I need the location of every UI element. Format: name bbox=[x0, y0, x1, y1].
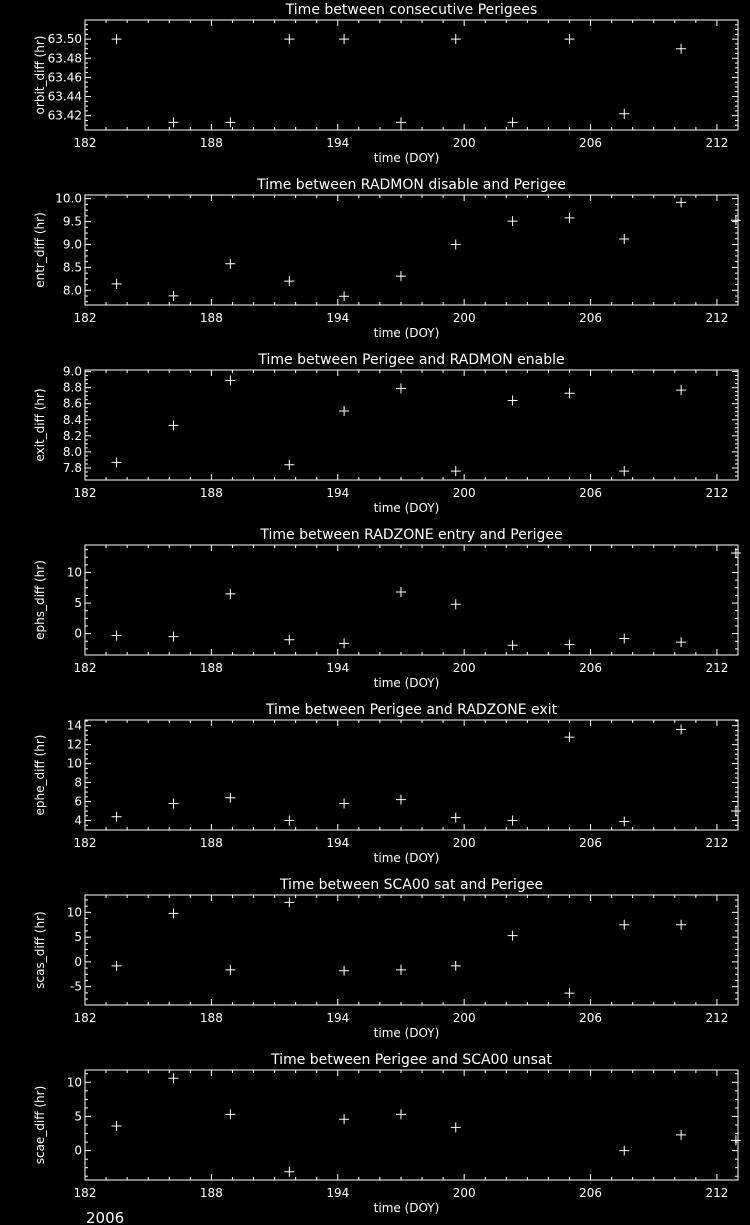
data-point bbox=[676, 1130, 686, 1140]
chart-panel-4 bbox=[33, 527, 741, 690]
data-point bbox=[112, 630, 122, 640]
data-point bbox=[396, 587, 406, 597]
x-axis-label: time (DOY) bbox=[373, 326, 440, 340]
x-tick-label: 212 bbox=[705, 661, 729, 675]
data-point bbox=[564, 388, 574, 398]
x-tick-label: 200 bbox=[452, 486, 476, 500]
y-tick-label: 8.6 bbox=[62, 396, 82, 411]
chart-panel-1 bbox=[33, 2, 738, 165]
year-label: 2006 bbox=[86, 1209, 125, 1225]
y-tick-label: 9.0 bbox=[62, 237, 82, 252]
data-point bbox=[396, 1109, 406, 1119]
data-point bbox=[451, 240, 461, 250]
x-tick-label: 182 bbox=[73, 1011, 97, 1025]
y-axis-label: orbit_diff (hr) bbox=[33, 35, 47, 115]
data-point bbox=[339, 798, 349, 808]
data-point bbox=[676, 44, 686, 54]
x-tick-label: 194 bbox=[326, 836, 350, 850]
data-point bbox=[396, 383, 406, 393]
data-point bbox=[225, 793, 235, 803]
data-point bbox=[451, 813, 461, 823]
x-tick-label: 200 bbox=[452, 311, 476, 325]
data-point bbox=[508, 117, 518, 127]
data-point bbox=[731, 548, 741, 558]
data-point bbox=[451, 466, 461, 476]
y-tick-label: 9.5 bbox=[62, 214, 82, 229]
x-tick-label: 194 bbox=[326, 1011, 350, 1025]
chart-title: Time between Perigee and SCA00 unsat bbox=[271, 1052, 552, 1068]
y-tick-label: 9.0 bbox=[62, 364, 82, 379]
y-tick-label: -5 bbox=[70, 979, 82, 994]
y-tick-label: 63.46 bbox=[47, 70, 82, 85]
data-point bbox=[339, 1114, 349, 1124]
data-point bbox=[339, 406, 349, 416]
data-point bbox=[619, 1146, 629, 1156]
x-tick-label: 194 bbox=[326, 486, 350, 500]
plot-frame bbox=[85, 370, 738, 480]
x-tick-label: 194 bbox=[326, 1186, 350, 1200]
y-axis-label: entr_diff (hr) bbox=[33, 212, 47, 288]
y-tick-label: 0 bbox=[74, 626, 82, 641]
data-point bbox=[619, 466, 629, 476]
data-point bbox=[225, 117, 235, 127]
data-point bbox=[112, 961, 122, 971]
x-tick-label: 200 bbox=[452, 136, 476, 150]
x-tick-label: 206 bbox=[579, 661, 603, 675]
y-tick-label: 63.42 bbox=[47, 108, 82, 123]
chart-title: Time between Perigee and RADZONE exit bbox=[265, 702, 558, 718]
y-tick-label: 0 bbox=[74, 954, 82, 969]
y-tick-label: 5 bbox=[74, 1109, 82, 1124]
x-tick-label: 206 bbox=[579, 836, 603, 850]
y-tick-label: 7.8 bbox=[62, 460, 82, 475]
data-point bbox=[339, 291, 349, 301]
data-point bbox=[564, 640, 574, 650]
data-point bbox=[284, 816, 294, 826]
y-axis-label: scas_diff (hr) bbox=[33, 911, 47, 989]
y-tick-label: 63.44 bbox=[47, 89, 82, 104]
x-axis-label: time (DOY) bbox=[373, 501, 440, 515]
data-point bbox=[168, 908, 178, 918]
data-point bbox=[112, 812, 122, 822]
x-axis-label: time (DOY) bbox=[373, 1201, 440, 1215]
x-tick-label: 188 bbox=[199, 1011, 223, 1025]
data-point bbox=[508, 816, 518, 826]
y-axis-label: exit_diff (hr) bbox=[33, 388, 47, 462]
x-tick-label: 182 bbox=[73, 836, 97, 850]
data-point bbox=[676, 385, 686, 395]
data-point bbox=[619, 634, 629, 644]
plot-frame bbox=[85, 195, 738, 305]
x-tick-label: 206 bbox=[579, 311, 603, 325]
data-point bbox=[168, 291, 178, 301]
data-point bbox=[225, 1109, 235, 1119]
data-point bbox=[112, 279, 122, 289]
chart-title: Time between RADZONE entry and Perigee bbox=[260, 527, 563, 543]
plot-frame bbox=[85, 545, 738, 655]
data-point bbox=[168, 1073, 178, 1083]
data-point bbox=[396, 795, 406, 805]
data-point bbox=[339, 34, 349, 44]
y-axis-label: ephs_diff (hr) bbox=[33, 560, 47, 640]
x-tick-label: 182 bbox=[73, 1186, 97, 1200]
data-point bbox=[564, 34, 574, 44]
y-tick-label: 10.0 bbox=[55, 191, 82, 206]
x-tick-label: 200 bbox=[452, 1186, 476, 1200]
chart-title: Time between consecutive Perigees bbox=[285, 2, 538, 18]
data-point bbox=[225, 965, 235, 975]
data-point bbox=[564, 988, 574, 998]
data-point bbox=[619, 109, 629, 119]
data-point bbox=[168, 420, 178, 430]
data-point bbox=[225, 259, 235, 269]
data-point bbox=[676, 637, 686, 647]
chart-panel-3 bbox=[33, 352, 738, 515]
chart-title: Time between Perigee and RADMON enable bbox=[258, 352, 565, 368]
data-point bbox=[284, 276, 294, 286]
x-tick-label: 194 bbox=[326, 136, 350, 150]
x-tick-label: 194 bbox=[326, 311, 350, 325]
data-point bbox=[284, 897, 294, 907]
plot-frame bbox=[85, 895, 738, 1005]
data-point bbox=[619, 920, 629, 930]
y-tick-label: 4 bbox=[74, 813, 82, 828]
x-tick-label: 188 bbox=[199, 836, 223, 850]
chart-panel-7 bbox=[33, 1052, 741, 1215]
data-point bbox=[451, 1122, 461, 1132]
chart-panel-6 bbox=[33, 877, 738, 1040]
y-tick-label: 5 bbox=[74, 930, 82, 945]
data-point bbox=[676, 197, 686, 207]
x-tick-label: 188 bbox=[199, 661, 223, 675]
x-axis-label: time (DOY) bbox=[373, 676, 440, 690]
x-tick-label: 200 bbox=[452, 836, 476, 850]
data-point bbox=[619, 234, 629, 244]
data-point bbox=[396, 271, 406, 281]
y-tick-label: 0 bbox=[74, 1143, 82, 1158]
plot-frame bbox=[85, 20, 738, 130]
y-tick-label: 12 bbox=[66, 737, 82, 752]
y-tick-label: 8.5 bbox=[62, 260, 82, 275]
x-tick-label: 182 bbox=[73, 136, 97, 150]
chart-title: Time between RADMON disable and Perigee bbox=[257, 177, 566, 193]
y-axis-label: ephe_diff (hr) bbox=[33, 734, 47, 816]
data-point bbox=[451, 961, 461, 971]
y-axis-label: scae_diff (hr) bbox=[33, 1085, 47, 1165]
x-tick-label: 182 bbox=[73, 486, 97, 500]
plot-frame bbox=[85, 720, 738, 830]
data-point bbox=[508, 216, 518, 226]
data-point bbox=[339, 638, 349, 648]
data-point bbox=[284, 635, 294, 645]
data-point bbox=[168, 632, 178, 642]
data-point bbox=[396, 117, 406, 127]
data-point bbox=[451, 599, 461, 609]
data-point bbox=[731, 1135, 741, 1145]
x-tick-label: 188 bbox=[199, 1186, 223, 1200]
data-point bbox=[451, 34, 461, 44]
data-point bbox=[225, 589, 235, 599]
y-tick-label: 63.48 bbox=[47, 51, 82, 66]
x-tick-label: 212 bbox=[705, 311, 729, 325]
y-tick-label: 14 bbox=[66, 718, 82, 733]
data-point bbox=[619, 816, 629, 826]
x-tick-label: 212 bbox=[705, 836, 729, 850]
y-tick-label: 10 bbox=[66, 756, 82, 771]
x-tick-label: 182 bbox=[73, 311, 97, 325]
x-tick-label: 212 bbox=[705, 136, 729, 150]
data-point bbox=[112, 1121, 122, 1131]
data-point bbox=[564, 732, 574, 742]
x-axis-label: time (DOY) bbox=[373, 1026, 440, 1040]
data-point bbox=[168, 798, 178, 808]
chart-title: Time between SCA00 sat and Perigee bbox=[279, 877, 544, 893]
y-tick-label: 8.4 bbox=[62, 412, 82, 427]
y-tick-label: 8.8 bbox=[62, 380, 82, 395]
x-tick-label: 182 bbox=[73, 661, 97, 675]
x-tick-label: 206 bbox=[579, 1011, 603, 1025]
x-tick-label: 206 bbox=[579, 1186, 603, 1200]
plot-frame bbox=[85, 1070, 738, 1180]
y-tick-label: 6 bbox=[74, 794, 82, 809]
x-tick-label: 188 bbox=[199, 486, 223, 500]
data-point bbox=[168, 117, 178, 127]
data-point bbox=[676, 920, 686, 930]
x-tick-label: 212 bbox=[705, 486, 729, 500]
x-tick-label: 188 bbox=[199, 136, 223, 150]
y-tick-label: 5 bbox=[74, 596, 82, 611]
data-point bbox=[284, 460, 294, 470]
data-point bbox=[112, 34, 122, 44]
x-tick-label: 194 bbox=[326, 661, 350, 675]
data-point bbox=[731, 215, 741, 225]
data-point bbox=[284, 1167, 294, 1177]
x-tick-label: 212 bbox=[705, 1011, 729, 1025]
data-point bbox=[508, 640, 518, 650]
y-tick-label: 63.50 bbox=[47, 32, 82, 47]
x-tick-label: 206 bbox=[579, 136, 603, 150]
y-tick-label: 8.0 bbox=[62, 444, 82, 459]
x-tick-label: 200 bbox=[452, 1011, 476, 1025]
data-point bbox=[339, 966, 349, 976]
data-point bbox=[508, 396, 518, 406]
x-axis-label: time (DOY) bbox=[373, 851, 440, 865]
data-point bbox=[676, 724, 686, 734]
chart-panel-5 bbox=[33, 702, 741, 865]
y-tick-label: 10 bbox=[66, 565, 82, 580]
y-tick-label: 8.2 bbox=[62, 428, 82, 443]
data-point bbox=[731, 806, 741, 816]
y-tick-label: 8.0 bbox=[62, 283, 82, 298]
y-tick-label: 10 bbox=[66, 905, 82, 920]
x-axis-label: time (DOY) bbox=[373, 151, 440, 165]
x-tick-label: 206 bbox=[579, 486, 603, 500]
data-point bbox=[284, 34, 294, 44]
data-point bbox=[564, 213, 574, 223]
data-point bbox=[112, 457, 122, 467]
data-point bbox=[396, 965, 406, 975]
chart-panel-2 bbox=[33, 177, 741, 340]
y-tick-label: 10 bbox=[66, 1075, 82, 1090]
x-tick-label: 212 bbox=[705, 1186, 729, 1200]
data-point bbox=[225, 375, 235, 385]
x-tick-label: 188 bbox=[199, 311, 223, 325]
data-point bbox=[508, 931, 518, 941]
y-tick-label: 8 bbox=[74, 775, 82, 790]
x-tick-label: 200 bbox=[452, 661, 476, 675]
